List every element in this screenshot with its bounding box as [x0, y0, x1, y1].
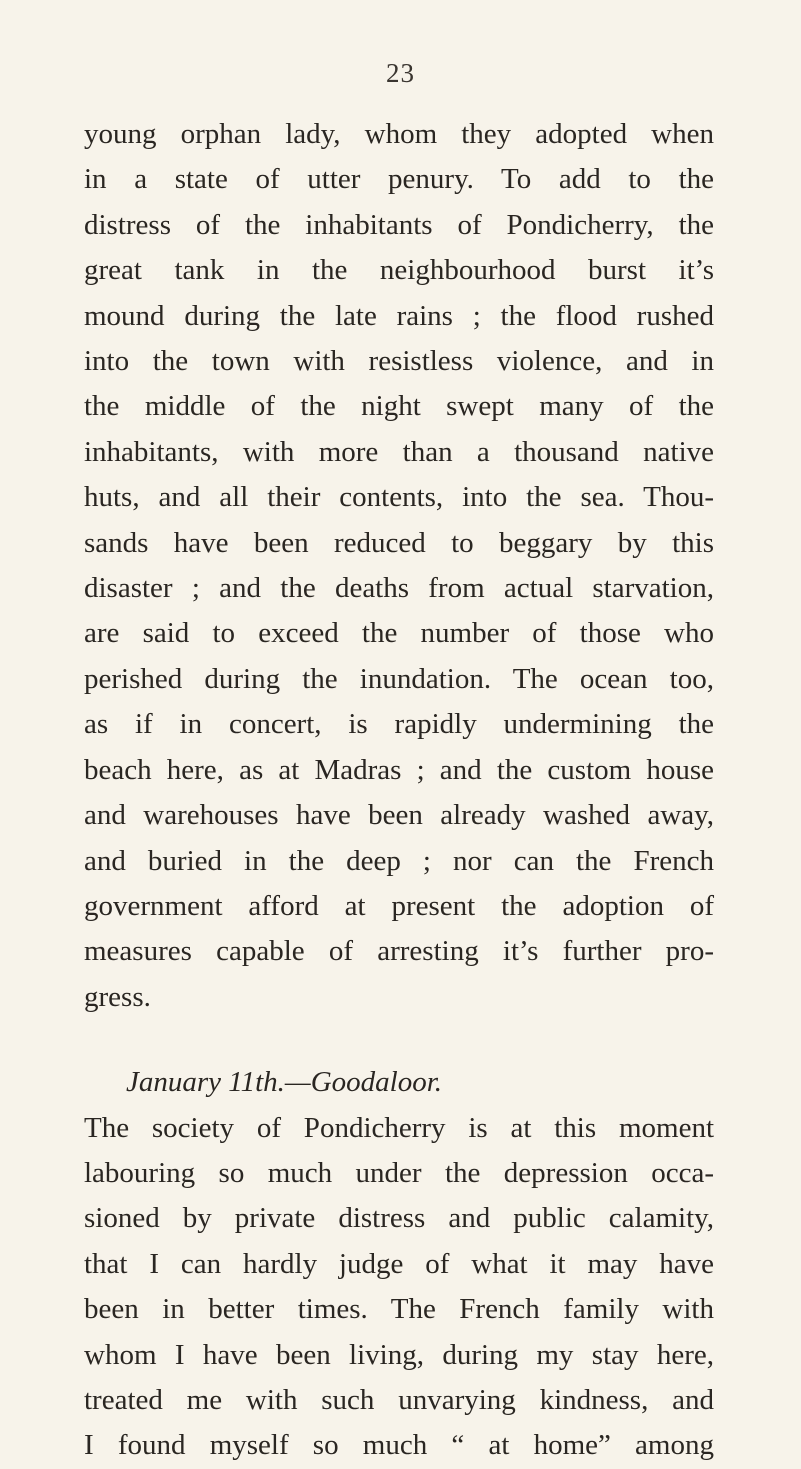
- text-line: The society of Pondicherry is at this moment: [84, 1111, 714, 1144]
- text-line: young orphan lady, whom they adopted when: [84, 118, 714, 150]
- text-line: measures capable of arresting it’s further pro-: [84, 935, 714, 968]
- text-line: I found myself so much “ at home” among: [84, 1429, 714, 1462]
- text-line: treated me with such unvarying kindness, and: [84, 1383, 714, 1416]
- paragraph-2: [84, 1106, 714, 1469]
- text-line: whom I have been living, during my stay here,: [84, 1338, 714, 1371]
- text-line: the middle of the night swept many of the: [84, 390, 714, 423]
- text-line: inhabitants, with more than a thousand native: [84, 435, 714, 468]
- page-number: 23: [386, 58, 415, 88]
- paragraph-1: [84, 112, 714, 1020]
- text-line: and warehouses have been already washed away,: [84, 799, 714, 832]
- text-line: gress.: [84, 980, 151, 1013]
- text-line: in a state of utter penury. To add to the: [84, 163, 714, 196]
- section-gap: [84, 1020, 714, 1060]
- text-line: sioned by private distress and public calamity,: [84, 1202, 714, 1235]
- entry-heading: January 11th.—Goodaloor.: [126, 1066, 443, 1099]
- page-body: [84, 112, 714, 1469]
- text-line: into the town with resistless violence, and in: [84, 345, 714, 378]
- text-line: as if in concert, is rapidly undermining the: [84, 708, 714, 741]
- text-line: beach here, as at Madras ; and the custom house: [84, 753, 714, 786]
- text-line: mound during the late rains ; the flood rushed: [84, 299, 714, 332]
- text-line: are said to exceed the number of those who: [84, 617, 714, 650]
- text-line: that I can hardly judge of what it may have: [84, 1247, 714, 1280]
- text-line: disaster ; and the deaths from actual starvation,: [84, 572, 714, 605]
- text-line: government afford at present the adoption of: [84, 889, 714, 922]
- text-line: huts, and all their contents, into the sea. Thou-: [84, 481, 714, 514]
- text-line: labouring so much under the depression occa-: [84, 1156, 714, 1189]
- text-line: distress of the inhabitants of Pondicherry, the: [84, 208, 714, 241]
- text-line: been in better times. The French family with: [84, 1293, 714, 1326]
- text-line: and buried in the deep ; nor can the French: [84, 844, 714, 877]
- text-line: great tank in the neighbourhood burst it’s: [84, 254, 714, 287]
- text-line: perished during the inundation. The ocean too,: [84, 662, 714, 695]
- text-line: sands have been reduced to beggary by this: [84, 526, 714, 559]
